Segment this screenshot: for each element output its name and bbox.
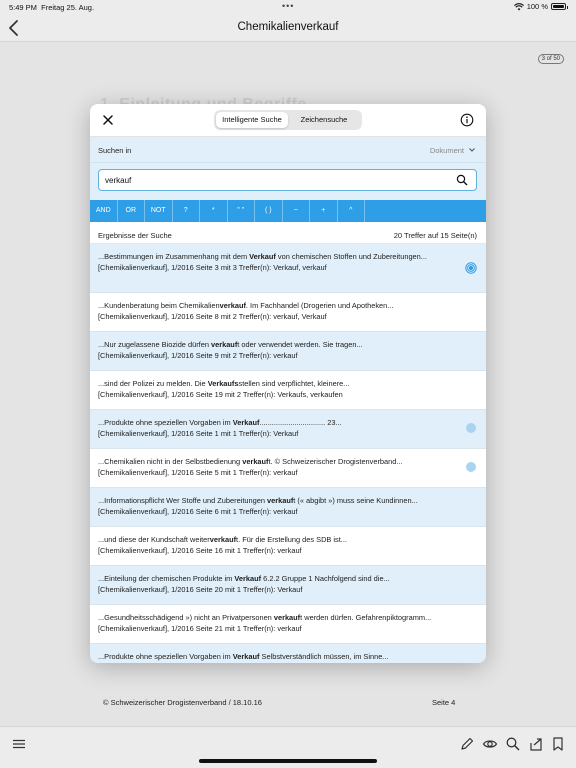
result-snippet [98,652,456,663]
results-label: Ergebnisse der Suche [98,231,172,240]
menu-icon[interactable] [11,736,27,752]
search-modal [90,104,486,663]
search-scope-label: Suchen in [98,146,132,155]
snippet-text: ...Nur zugelassene Biozide dürfen [98,340,211,349]
result-meta: [Chemikalienverkauf], 1/2016 Seite 9 mit 2 Treffer(n): verkauf [98,350,298,360]
search-icon[interactable] [505,736,521,752]
result-snippet [98,418,456,429]
snippet-text: ...Informationspflicht Wer Stoffe und Zubereitungen [98,496,267,505]
snippet-hit: Verkaufs [207,379,239,388]
operator-button[interactable]: ? [173,200,201,222]
result-meta: [Chemikalienverkauf], 1/2016 Seite 16 mit 1 Treffer(n): verkauf [98,545,302,555]
snippet-hit: verkauf [219,301,246,310]
snippet-hit: Verkauf [249,252,276,261]
result-snippet [98,379,456,390]
operator-button[interactable]: ~ [283,200,311,222]
eye-icon[interactable] [482,736,498,752]
result-snippet [98,613,456,624]
snippet-text: t. Für die Erstellung des SDB ist... [236,535,347,544]
page-indicator: 3 of 50 [538,54,564,64]
result-row[interactable] [90,410,486,449]
result-meta: [Chemikalienverkauf], 1/2016 Seite 19 mit 2 Treffer(n): Verkaufs, verkaufen [98,389,343,399]
snippet-text: t. © Schweizerischer Drogistenverband... [268,457,403,466]
snippet-hit: verkauf [242,457,269,466]
operator-button[interactable]: * [200,200,228,222]
search-scope-value[interactable]: Dokument [429,146,464,155]
result-row[interactable] [90,371,486,410]
snippet-text: ...Kundenberatung beim Chemikalien [98,301,220,310]
snippet-hit: Verkauf [232,652,260,661]
result-row[interactable] [90,644,486,663]
search-scope-row[interactable] [90,137,486,163]
operator-button[interactable]: + [310,200,338,222]
multitask-dots[interactable]: ••• [282,1,295,11]
status-right [514,2,566,11]
result-meta: [Chemikalienverkauf], 1/2016 Seite 6 mit 1 Treffer(n): verkauf [98,506,298,516]
result-meta: [Chemikalienverkauf], 1/2016 Seite 5 mit 1 Treffer(n): verkauf [98,467,298,477]
snippet-hit: Verkauf [232,418,260,427]
snippet-text: ...Einteilung der chemischen Produkte im [98,574,235,583]
result-snippet [98,574,456,585]
marker-dot-icon [466,462,476,472]
search-field-container [90,163,486,201]
marker-dot-icon [466,423,476,433]
pencil-icon[interactable] [459,736,475,752]
close-icon[interactable] [101,113,115,127]
magnifier-icon[interactable] [456,174,468,186]
snippet-text: ................................ 23... [259,418,342,427]
result-snippet [98,301,456,312]
result-row[interactable] [90,332,486,371]
operator-button[interactable]: " " [228,200,256,222]
snippet-text: t (« abgibt ») muss seine Kundinnen... [293,496,418,505]
target-icon [465,262,477,274]
snippet-text: . Im Fachhandel (Drogerien und Apotheken... [245,301,394,310]
footer-copyright: © Schweizerischer Drogistenverband / 18.10.16 [103,698,262,707]
snippet-text: ...Chemikalien nicht in der Selbstbedienung [98,457,243,466]
navigation-bar [0,14,576,42]
result-snippet [98,457,456,468]
bookmark-icon[interactable] [550,736,566,752]
search-mode-segmented-control [214,110,362,130]
snippet-hit: Verkauf [234,574,262,583]
snippet-hit: verkauf [210,340,238,349]
chevron-down-icon[interactable] [468,146,476,154]
snippet-text: ...und diese der Kundschaft weiter [98,535,210,544]
result-snippet [98,535,456,546]
result-row[interactable] [90,244,486,293]
home-indicator[interactable] [199,759,377,763]
search-box[interactable] [98,169,477,191]
results-count: 20 Treffer auf 15 Seite(n) [393,231,477,240]
snippet-text: 6.2.2 Gruppe 1 Nachfolgend sind die... [261,574,390,583]
operator-bar [90,200,486,222]
operator-button[interactable]: OR [118,200,146,222]
snippet-text: ...Produkte ohne speziellen Vorgaben im [98,418,233,427]
search-input[interactable] [105,170,445,190]
result-snippet [98,496,456,507]
snippet-text: t oder verwendet werden. Sie tragen... [237,340,363,349]
footer-page: Seite 4 [432,698,456,707]
result-meta: [Chemikalienverkauf], 1/2016 Seite 21 mit 1 Treffer(n): verkauf [98,623,302,633]
wifi-icon [514,3,524,11]
battery-icon [551,3,566,10]
tab-intelligent-search[interactable]: Intelligente Suche [216,112,288,128]
snippet-text: ...sind der Polizei zu melden. Die [98,379,208,388]
snippet-hit: verkauf [209,535,237,544]
result-row[interactable] [90,527,486,566]
status-bar [0,0,576,14]
operator-button[interactable]: ^ [338,200,366,222]
result-meta: [Chemikalienverkauf], 1/2016 Seite 1 mit 1 Treffer(n): Verkauf [98,428,299,438]
snippet-text: ...Bestimmungen im Zusammenhang mit dem [98,252,250,261]
result-row[interactable] [90,605,486,644]
battery-percent: 100 % [526,2,548,11]
result-snippet [98,340,456,351]
result-meta: [Chemikalienverkauf], 1/2016 Seite 3 mit 3 Treffer(n): Verkauf, verkauf [98,262,327,272]
operator-button[interactable]: ( ) [255,200,283,222]
info-icon[interactable] [460,113,474,127]
result-row[interactable] [90,566,486,605]
snippet-text: stellen sind verpflichtet, kleinere... [238,379,350,388]
snippet-text: ...Produkte ohne speziellen Vorgaben im [98,652,233,661]
operator-button[interactable]: AND [90,200,118,222]
status-time: 5:49 PM Freitag 25. Aug. [9,3,95,12]
result-meta: [Chemikalienverkauf], 1/2016 Seite 8 mit 2 Treffer(n): verkauf, Verkauf [98,311,327,321]
snippet-hit: verkauf [273,613,301,622]
snippet-hit: verkauf [267,496,294,505]
snippet-text: Selbstverständlich müssen, im Sinne... [259,652,389,661]
snippet-text: von chemischen Stoffen und Zubereitungen... [275,252,427,261]
snippet-text: ...Gesundheitsschädigend ») nicht an Privatpersonen [98,613,274,622]
result-snippet [98,252,456,263]
share-icon[interactable] [528,736,544,752]
page-title: Chemikalienverkauf [237,21,339,33]
modal-header [90,104,486,137]
bottom-toolbar [0,726,576,768]
result-meta: [Chemikalienverkauf], 1/2016 Seite 20 mit 1 Treffer(n): Verkauf [98,584,303,594]
tab-character-search[interactable]: Zeichensuche [300,115,348,124]
operator-button[interactable]: NOT [145,200,173,222]
snippet-text: t werden dürfen. Gefahrenpiktogramm... [300,613,432,622]
result-row[interactable] [90,449,486,488]
result-row[interactable] [90,488,486,527]
results-list[interactable] [90,244,486,663]
result-row[interactable] [90,293,486,332]
results-header [90,222,486,244]
